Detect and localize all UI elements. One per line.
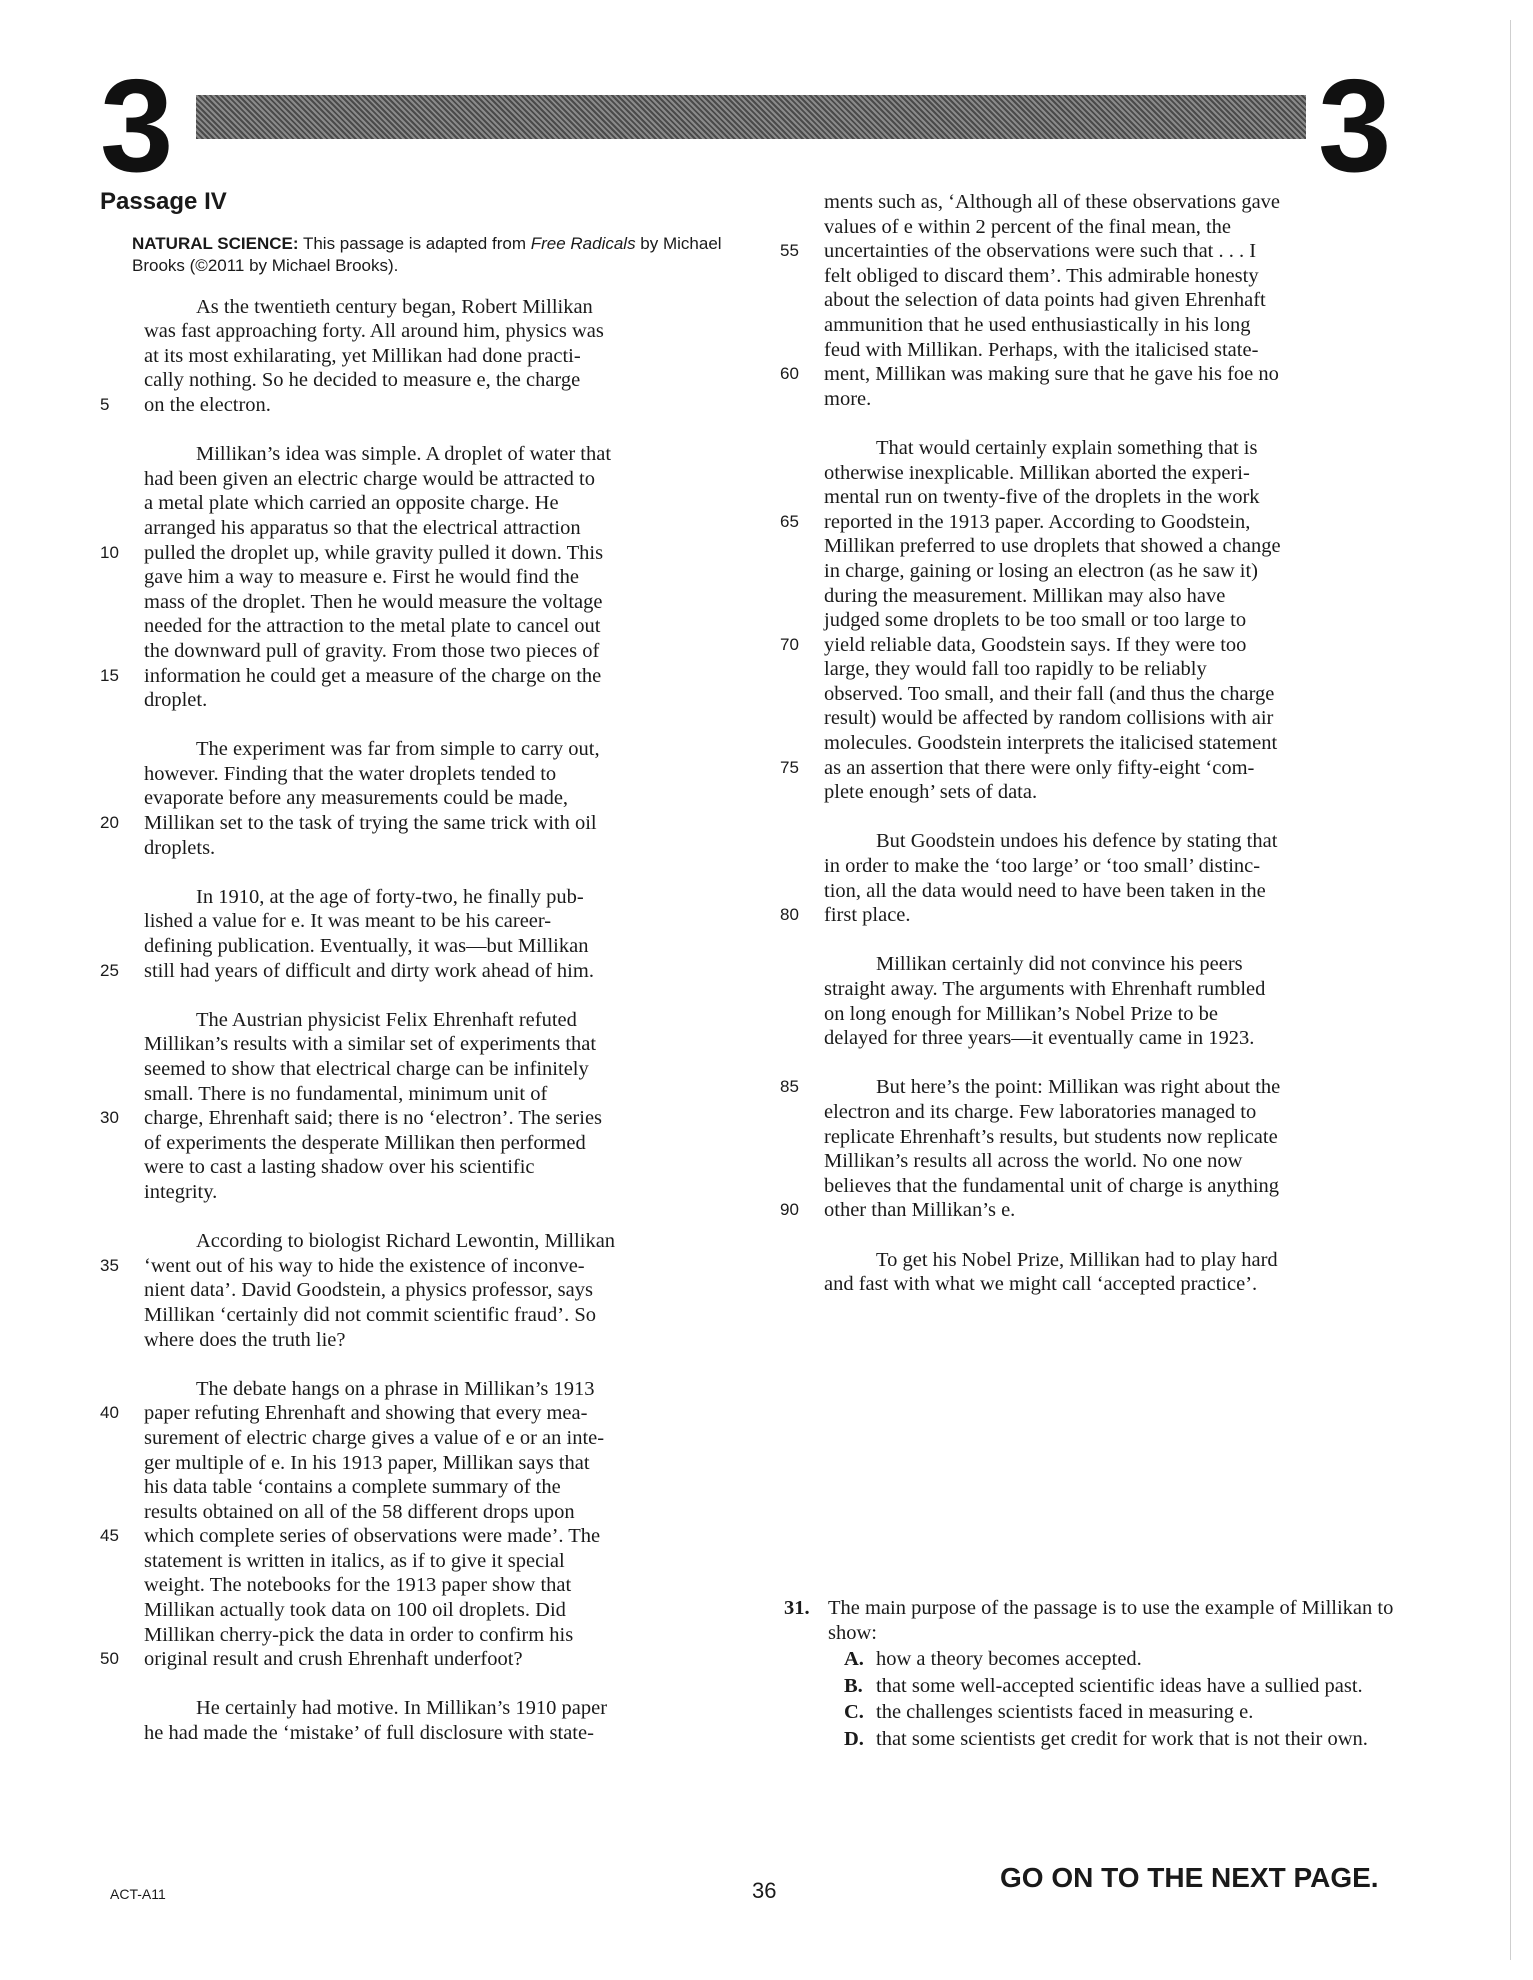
passage-line — [780, 313, 1420, 338]
line-text: in order to make the ‘too large’ or ‘too small’ distinc- — [824, 855, 1261, 878]
line-text: He certainly had motive. In Millikan’s 1910 paper — [196, 1697, 608, 1720]
passage-line — [100, 762, 728, 787]
go-on-next-page: GO ON TO THE NEXT PAGE. — [1000, 1862, 1379, 1893]
line-text: information he could get a measure of the charge on the — [144, 664, 602, 687]
line-text: values of e within 2 percent of the final mean, the — [824, 215, 1232, 238]
passage-line — [100, 737, 728, 762]
line-text: a metal plate which carried an opposite charge. He — [144, 492, 559, 515]
choice-letter: C. — [844, 1701, 864, 1724]
line-text: replicate Ehrenhaft’s results, but students now replicate — [824, 1125, 1278, 1148]
passage-line — [780, 829, 1420, 854]
line-text: the downward pull of gravity. From those two pieces of — [144, 639, 600, 662]
passage-line — [100, 1229, 728, 1254]
passage-line — [780, 1026, 1420, 1051]
line-text: mass of the droplet. Then he would measure the voltage — [144, 590, 603, 613]
line-text: Millikan cherry-pick the data in order to confirm his — [144, 1623, 574, 1646]
line-number: 60 — [780, 364, 799, 384]
passage-column-right — [780, 190, 1420, 1297]
line-text: defining publication. Eventually, it was—but Millikan — [144, 935, 589, 958]
passage-line — [100, 295, 728, 320]
passage-line — [100, 786, 728, 811]
line-text: cally nothing. So he decided to measure e, the charge — [144, 369, 581, 392]
line-number: 35 — [100, 1255, 119, 1275]
passage-line — [100, 565, 728, 590]
line-text: molecules. Goodstein interprets the italicised statement — [824, 732, 1278, 755]
passage-line — [780, 559, 1420, 584]
passage-line — [780, 1174, 1420, 1199]
choice-text: that some well-accepted scientific ideas have a sullied past. — [876, 1674, 1363, 1697]
section-number-left: 3 — [100, 52, 174, 199]
line-text: large, they would fall too rapidly to be reliably — [824, 658, 1207, 681]
line-text: straight away. The arguments with Ehrenhaft rumbled — [824, 978, 1266, 1000]
passage-line — [780, 1075, 1420, 1100]
line-number: 10 — [100, 542, 119, 562]
line-number: 5 — [100, 394, 110, 414]
paragraph-gap — [100, 983, 728, 1008]
section-number-right: 3 — [1318, 52, 1392, 199]
passage-line — [780, 1149, 1420, 1174]
line-text: which complete series of observations were made’. The — [144, 1525, 601, 1548]
line-number: 20 — [100, 813, 119, 833]
passage-line — [780, 264, 1420, 289]
passage-line — [100, 836, 728, 861]
choice-letter: D. — [844, 1727, 864, 1750]
passage-line — [780, 1125, 1420, 1150]
passage-line — [780, 1100, 1420, 1125]
passage-line — [100, 1082, 728, 1107]
passage-line — [100, 1278, 728, 1303]
passage-column-left — [100, 190, 728, 1746]
line-text: on long enough for Millikan’s Nobel Prize to be — [824, 1002, 1218, 1025]
passage-line — [780, 436, 1420, 461]
passage-line — [100, 1524, 728, 1549]
passage-source — [132, 233, 728, 277]
line-text: Millikan ‘certainly did not commit scientific fraud’. So — [144, 1303, 597, 1326]
passage-line — [780, 977, 1420, 1002]
passage-line — [780, 1272, 1420, 1297]
line-text: still had years of difficult and dirty work ahead of him. — [144, 959, 594, 982]
line-text: The debate hangs on a phrase in Millikan’s 1913 — [196, 1377, 595, 1400]
line-text: delayed for three years—it eventually came in 1923. — [824, 1027, 1255, 1050]
line-text: nient data’. David Goodstein, a physics professor, says — [144, 1279, 593, 1302]
passage-line — [100, 1328, 728, 1353]
line-text: To get his Nobel Prize, Millikan had to play hard — [876, 1248, 1278, 1271]
passage-line — [780, 387, 1420, 412]
line-text: however. Finding that the water droplets tended to — [144, 762, 557, 785]
line-text: ment, Millikan was making sure that he gave his foe no — [824, 363, 1279, 386]
passage-line — [780, 952, 1420, 977]
passage-line — [100, 688, 728, 713]
passage-line — [100, 516, 728, 541]
paragraph-gap — [100, 713, 728, 738]
line-text: first place. — [824, 904, 911, 927]
passage-line — [780, 190, 1420, 215]
line-text: Millikan set to the task of trying the same trick with oil — [144, 812, 597, 835]
passage-line — [100, 1623, 728, 1648]
line-number: 75 — [780, 757, 799, 777]
passage-line — [780, 682, 1420, 707]
line-text: results obtained on all of the 58 different drops upon — [144, 1500, 575, 1523]
source-lead: NATURAL SCIENCE: — [132, 233, 299, 253]
line-text: Millikan’s idea was simple. A droplet of water that — [196, 443, 612, 466]
passage-line — [780, 215, 1420, 240]
passage-line — [780, 608, 1420, 633]
line-number: 45 — [100, 1526, 119, 1546]
line-text: uncertainties of the observations were such that . . . I — [824, 240, 1257, 263]
passage-line — [100, 639, 728, 664]
passage-line — [100, 491, 728, 516]
passage-line — [100, 590, 728, 615]
line-number: 85 — [780, 1077, 799, 1097]
choice-text: how a theory becomes accepted. — [876, 1648, 1142, 1671]
line-text: In 1910, at the age of forty-two, he finally pub- — [196, 885, 584, 908]
passage-line — [100, 1549, 728, 1574]
passage-line — [100, 1180, 728, 1205]
line-text: But here’s the point: Millikan was right about the — [876, 1076, 1281, 1099]
line-text: Millikan certainly did not convince his peers — [876, 953, 1243, 976]
line-text: his data table ‘contains a complete summary of the — [144, 1476, 561, 1499]
passage-line — [780, 633, 1420, 658]
paragraph-gap — [100, 1352, 728, 1377]
passage-line — [100, 1106, 728, 1131]
choice-text: the challenges scientists faced in measuring e. — [876, 1701, 1254, 1724]
passage-line — [100, 344, 728, 369]
line-text: and fast with what we might call ‘accepted practice’. — [824, 1273, 1258, 1296]
passage-line — [780, 657, 1420, 682]
line-text: statement is written in italics, as if to give it special — [144, 1549, 565, 1572]
passage-line — [780, 731, 1420, 756]
line-text: observed. Too small, and their fall (and thus the charge — [824, 682, 1275, 705]
paragraph-gap — [780, 1051, 1420, 1076]
passage-line — [100, 1032, 728, 1057]
line-text: small. There is no fundamental, minimum unit of — [144, 1082, 548, 1105]
line-text: gave him a way to measure e. First he would find the — [144, 566, 579, 589]
line-text: in charge, gaining or losing an electron (as he saw it) — [824, 559, 1258, 582]
line-text: ger multiple of e. In his 1913 paper, Millikan says that — [144, 1451, 590, 1474]
line-text: about the selection of data points had given Ehrenhaft — [824, 289, 1266, 312]
passage-line — [780, 780, 1420, 805]
line-text: evaporate before any measurements could be made, — [144, 787, 569, 810]
line-text: yield reliable data, Goodstein says. If they were too — [824, 633, 1247, 656]
source-text-1: This passage is adapted from — [302, 233, 531, 253]
line-text: reported in the 1913 paper. According to Goodstein, — [824, 510, 1251, 533]
line-text: electron and its charge. Few laboratories managed to — [824, 1100, 1257, 1123]
paragraph-gap — [100, 1672, 728, 1697]
passage-line — [780, 288, 1420, 313]
line-text: According to biologist Richard Lewontin, Millikan — [196, 1230, 616, 1253]
paragraph-gap — [100, 418, 728, 443]
passage-line — [100, 1131, 728, 1156]
line-text: Millikan’s results with a similar set of experiments that — [144, 1033, 597, 1056]
question-31 — [784, 1596, 1424, 1752]
question-number: 31. — [784, 1597, 810, 1619]
passage-line — [100, 811, 728, 836]
line-text: Millikan actually took data on 100 oil droplets. Did — [144, 1599, 566, 1622]
passage-line — [100, 442, 728, 467]
question-stem — [784, 1596, 1424, 1645]
line-text: other than Millikan’s e. — [824, 1199, 1016, 1222]
choice-letter: B. — [844, 1674, 863, 1697]
passage-line — [100, 1155, 728, 1180]
line-number: 65 — [780, 511, 799, 531]
line-number: 90 — [780, 1200, 799, 1220]
passage-line — [100, 368, 728, 393]
line-text: at its most exhilarating, yet Millikan had done practi- — [144, 344, 581, 367]
passage-line — [100, 1057, 728, 1082]
line-text: he had made the ‘mistake’ of full disclosure with state- — [144, 1722, 594, 1745]
line-text: surement of electric charge gives a value of e or an inte- — [144, 1426, 605, 1449]
line-text: otherwise inexplicable. Millikan aborted the experi- — [824, 461, 1250, 484]
line-text: As the twentieth century began, Robert Millikan — [196, 295, 593, 318]
passage-line — [100, 1303, 728, 1328]
line-text: was fast approaching forty. All around him, physics was — [144, 320, 604, 343]
line-text: more. — [824, 387, 872, 410]
passage-line — [100, 467, 728, 492]
choice-a[interactable] — [784, 1647, 1424, 1672]
passage-line — [100, 614, 728, 639]
line-text: Millikan’s results all across the world. No one now — [824, 1150, 1243, 1173]
line-number: 50 — [100, 1649, 119, 1669]
line-number: 15 — [100, 665, 119, 685]
passage-line — [100, 1475, 728, 1500]
line-text: on the electron. — [144, 393, 271, 416]
passage-line — [100, 1254, 728, 1279]
section-header-bar — [196, 95, 1306, 139]
line-number: 40 — [100, 1403, 119, 1423]
passage-line — [100, 885, 728, 910]
paragraph-gap — [780, 805, 1420, 830]
choice-text: that some scientists get credit for work that is not their own. — [876, 1727, 1368, 1750]
line-text: judged some droplets to be too small or too large to — [824, 609, 1247, 632]
passage-line — [780, 584, 1420, 609]
passage-line — [100, 959, 728, 984]
choice-letter: A. — [844, 1648, 864, 1671]
line-text: plete enough’ sets of data. — [824, 781, 1038, 804]
passage-line — [100, 909, 728, 934]
passage-line — [780, 510, 1420, 535]
line-text: paper refuting Ehrenhaft and showing that every mea- — [144, 1402, 588, 1425]
passage-line — [780, 485, 1420, 510]
choice-b[interactable] — [784, 1674, 1424, 1699]
passage-line — [780, 461, 1420, 486]
passage-line — [100, 1500, 728, 1525]
line-text: felt obliged to discard them’. This admirable honesty — [824, 264, 1259, 287]
line-text: weight. The notebooks for the 1913 paper show that — [144, 1574, 572, 1597]
line-text: ments such as, ‘Although all of these observations gave — [824, 191, 1281, 213]
paragraph-gap — [780, 928, 1420, 953]
passage-line — [100, 1598, 728, 1623]
passage-line — [100, 541, 728, 566]
line-text: pulled the droplet up, while gravity pulled it down. This — [144, 541, 604, 564]
passage-title: Passage IV — [100, 188, 227, 215]
source-book-title: Free Radicals — [530, 233, 636, 253]
line-text: believes that the fundamental unit of charge is anything — [824, 1174, 1280, 1197]
line-text: during the measurement. Millikan may also have — [824, 584, 1226, 607]
line-text: had been given an electric charge would be attracted to — [144, 467, 595, 490]
line-text: original result and crush Ehrenhaft underfoot? — [144, 1648, 523, 1671]
passage-line — [780, 756, 1420, 781]
passage-line — [780, 338, 1420, 363]
line-text: result) would be affected by random collisions with air — [824, 707, 1274, 730]
line-text: mental run on twenty-five of the droplets in the work — [824, 486, 1260, 509]
paragraph-gap — [780, 1223, 1420, 1248]
passage-line — [100, 393, 728, 418]
passage-line — [100, 934, 728, 959]
line-text: But Goodstein undoes his defence by stating that — [876, 830, 1278, 853]
line-text: droplet. — [144, 689, 208, 712]
line-text: ammunition that he used enthusiastically in his long — [824, 313, 1251, 336]
line-text: droplets. — [144, 836, 216, 859]
passage-line — [100, 319, 728, 344]
line-text: of experiments the desperate Millikan then performed — [144, 1131, 586, 1154]
line-text: The experiment was far from simple to carry out, — [196, 738, 600, 761]
passage-line — [780, 1002, 1420, 1027]
paragraph-gap — [100, 860, 728, 885]
scan-edge-line — [1510, 20, 1511, 1960]
line-text: feud with Millikan. Perhaps, with the italicised state- — [824, 338, 1259, 361]
choice-c[interactable] — [784, 1700, 1424, 1725]
form-code: ACT-A11 — [110, 1886, 166, 1902]
passage-lines-left — [100, 295, 728, 1746]
line-text: charge, Ehrenhaft said; there is no ‘electron’. The series — [144, 1107, 603, 1130]
passage-line — [780, 1198, 1420, 1223]
line-number: 80 — [780, 905, 799, 925]
line-text: where does the truth lie? — [144, 1328, 346, 1351]
passage-line — [100, 1573, 728, 1598]
passage-line — [100, 1647, 728, 1672]
passage-line — [100, 1008, 728, 1033]
choice-d[interactable] — [784, 1727, 1424, 1752]
passage-line — [780, 854, 1420, 879]
source-text-2: by Michael Brooks (©2011 by Michael Brooks). — [132, 233, 722, 275]
line-text: integrity. — [144, 1180, 218, 1203]
line-text: The Austrian physicist Felix Ehrenhaft refuted — [196, 1008, 577, 1031]
page-number: 36 — [752, 1878, 777, 1903]
line-text: were to cast a lasting shadow over his scientific — [144, 1156, 535, 1179]
line-text: Millikan preferred to use droplets that showed a change — [824, 535, 1281, 558]
passage-line — [780, 1248, 1420, 1273]
passage-line — [100, 1377, 728, 1402]
line-text: needed for the attraction to the metal plate to cancel out — [144, 615, 601, 638]
passage-line — [100, 1696, 728, 1721]
line-text: lished a value for e. It was meant to be his career- — [144, 910, 552, 933]
line-text: tion, all the data would need to have been taken in the — [824, 879, 1266, 902]
line-text: arranged his apparatus so that the electrical attraction — [144, 516, 581, 539]
passage-line — [780, 903, 1420, 928]
line-number: 55 — [780, 241, 799, 261]
line-text: as an assertion that there were only fifty-eight ‘com- — [824, 756, 1255, 779]
passage-line — [780, 534, 1420, 559]
passage-lines-right — [780, 190, 1420, 1297]
passage-line — [780, 706, 1420, 731]
line-number: 25 — [100, 960, 119, 980]
line-number: 70 — [780, 634, 799, 654]
line-number: 30 — [100, 1108, 119, 1128]
passage-line — [100, 1721, 728, 1746]
line-text: seemed to show that electrical charge can be infinitely — [144, 1058, 589, 1080]
question-text: The main purpose of the passage is to use the example of Millikan to show: — [828, 1597, 1394, 1644]
line-text: ‘went out of his way to hide the existence of inconve- — [144, 1254, 585, 1277]
passage-line — [100, 1451, 728, 1476]
passage-line — [100, 664, 728, 689]
passage-line — [100, 1401, 728, 1426]
passage-line — [780, 362, 1420, 387]
paragraph-gap — [100, 1205, 728, 1230]
passage-line — [100, 1426, 728, 1451]
line-text: That would certainly explain something that is — [876, 436, 1258, 459]
paragraph-gap — [780, 411, 1420, 436]
passage-line — [780, 239, 1420, 264]
passage-line — [780, 879, 1420, 904]
